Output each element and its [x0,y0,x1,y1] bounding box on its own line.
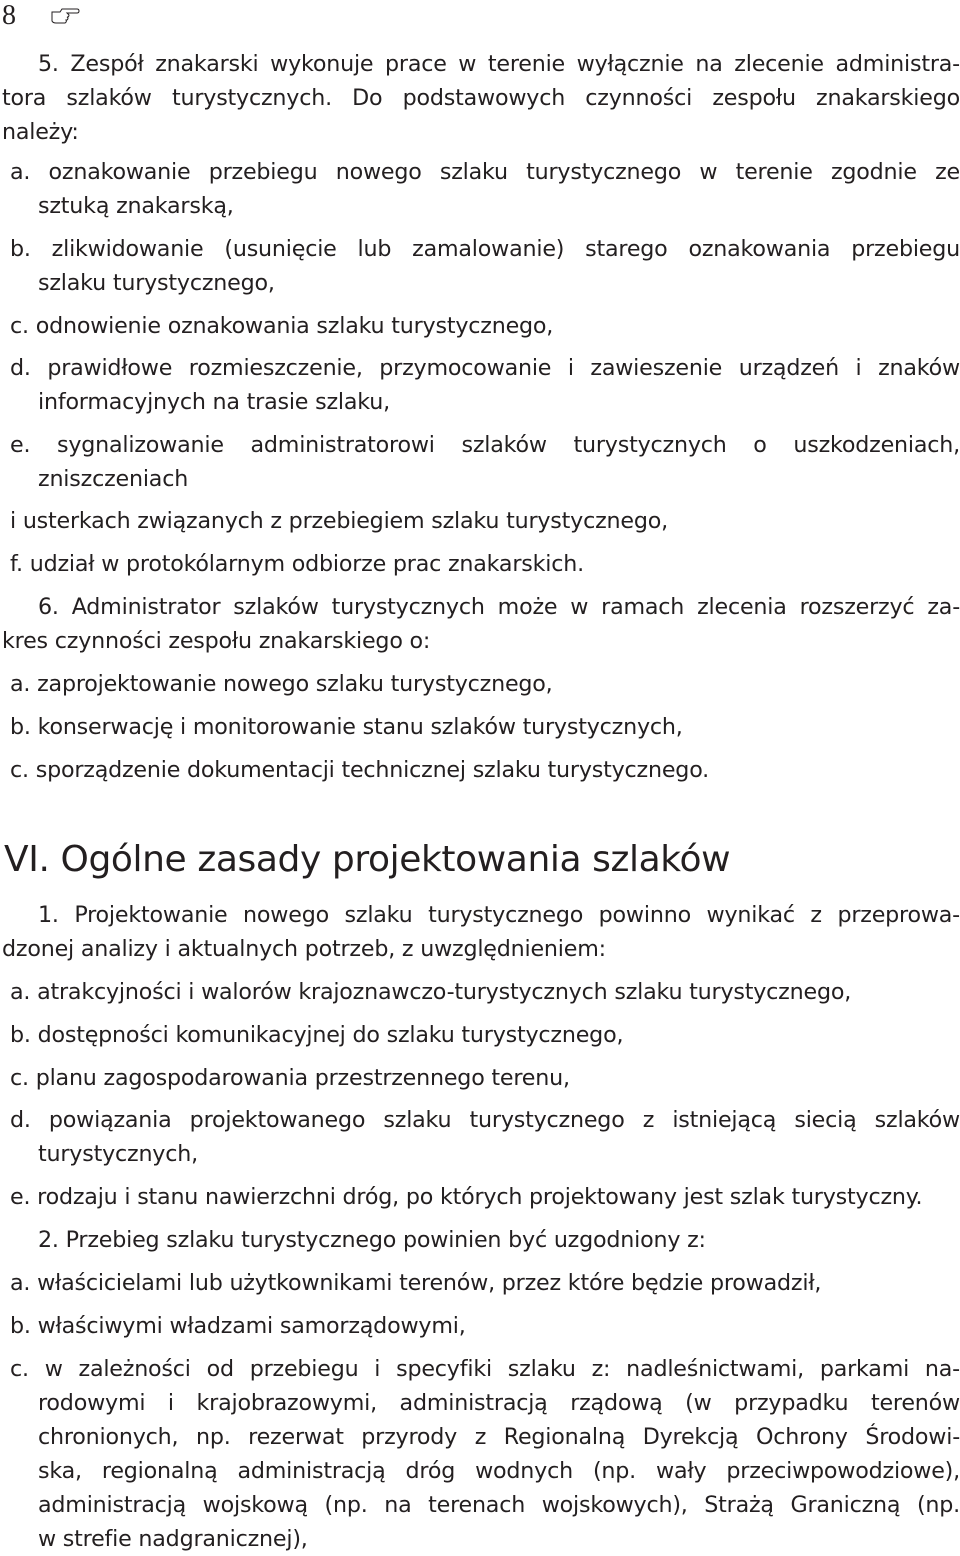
section5-item-b-line2: szlaku turystycznego, [38,270,275,296]
pointing-hand-icon [50,4,80,26]
section6-intro-line1: 6. Administrator szlaków turystycznych może w ramach zlecenia rozszerzyć za- [38,594,960,620]
section5-item-a-line1: a. oznakowanie przebiegu nowego szlaku turystycznego w terenie zgodnie ze [10,159,960,185]
section6-item-c: c. sporządzenie dokumentacji technicznej szlaku turystycznego. [10,757,710,783]
point1-item-d-line2: turystycznych, [38,1141,198,1167]
section5-item-f: f. udział w protokólarnym odbiorze prac znakarskich. [10,551,584,577]
point2-item-c-line2: rodowymi i krajobrazowymi, administracją rządową (w przypadku terenów [38,1390,960,1416]
section5-item-d-line2: informacyjnych na trasie szlaku, [38,389,390,415]
point2-item-b: b. właściwymi władzami samorządowymi, [10,1313,466,1339]
page-number: 8 [2,0,16,31]
point1-item-c: c. planu zagospodarowania przestrzennego terenu, [10,1065,570,1091]
point1-item-e: e. rodzaju i stanu nawierzchni dróg, po których projektowany jest szlak turystyczny. [10,1184,923,1210]
section5-item-e-line1: e. sygnalizowanie administratorowi szlaków turystycznych o uszkodzeniach, [10,432,960,458]
point1-intro-line2: dzonej analizy i aktualnych potrzeb, z uwzględnieniem: [2,936,606,962]
point2-intro: 2. Przebieg szlaku turystycznego powinien być uzgodniony z: [38,1227,706,1253]
point2-item-c-line1: c. w zależności od przebiegu i specyfiki szlaku z: nadleśnictwami, parkami na- [10,1356,960,1382]
section6-item-b: b. konserwację i monitorowanie stanu szlaków turystycznych, [10,714,683,740]
section5-intro-line3: należy: [2,119,79,145]
point1-item-d-line1: d. powiązania projektowanego szlaku turystycznego z istniejącą siecią szlaków [10,1107,960,1133]
point2-item-c-line6: w strefie nadgranicznej), [38,1526,308,1552]
section5-intro-line2: tora szlaków turystycznych. Do podstawowych czynności zespołu znakarskiego [2,85,960,111]
point2-item-c-line4: ska, regionalną administracją dróg wodnych (np. wały przeciwpowodziowe), [38,1458,960,1484]
section6-intro-line2: kres czynności zespołu znakarskiego o: [2,628,431,654]
chapter-heading: VI. Ogólne zasady projektowania szlaków [4,839,731,880]
section5-item-e-line3: i usterkach związanych z przebiegiem szlaku turystycznego, [10,508,668,534]
section5-item-d-line1: d. prawidłowe rozmieszczenie, przymocowanie i zawieszenie urządzeń i znaków [10,355,960,381]
section5-item-b-line1: b. zlikwidowanie (usunięcie lub zamalowanie) starego oznakowania przebiegu [10,236,960,262]
point2-item-c-line5: administracją wojskową (np. na terenach wojskowych), Strażą Graniczną (np. [38,1492,960,1518]
section5-intro-line1: 5. Zespół znakarski wykonuje prace w terenie wyłącznie na zlecenie administra- [38,51,960,77]
section6-item-a: a. zaprojektowanie nowego szlaku turystycznego, [10,671,553,697]
point2-item-a: a. właścicielami lub użytkownikami terenów, przez które będzie prowadził, [10,1270,822,1296]
point1-item-b: b. dostępności komunikacyjnej do szlaku turystycznego, [10,1022,624,1048]
point1-item-a: a. atrakcyjności i walorów krajoznawczo-turystycznych szlaku turystycznego, [10,979,852,1005]
section5-item-a-line2: sztuką znakarską, [38,193,234,219]
section5-item-c: c. odnowienie oznakowania szlaku turystycznego, [10,313,554,339]
point2-item-c-line3: chronionych, np. rezerwat przyrody z Regionalną Dyrekcją Ochrony Środowi- [38,1424,960,1450]
point1-intro-line1: 1. Projektowanie nowego szlaku turystycznego powinno wynikać z przeprowa- [38,902,960,928]
section5-item-e-line2: zniszczeniach [38,466,189,492]
